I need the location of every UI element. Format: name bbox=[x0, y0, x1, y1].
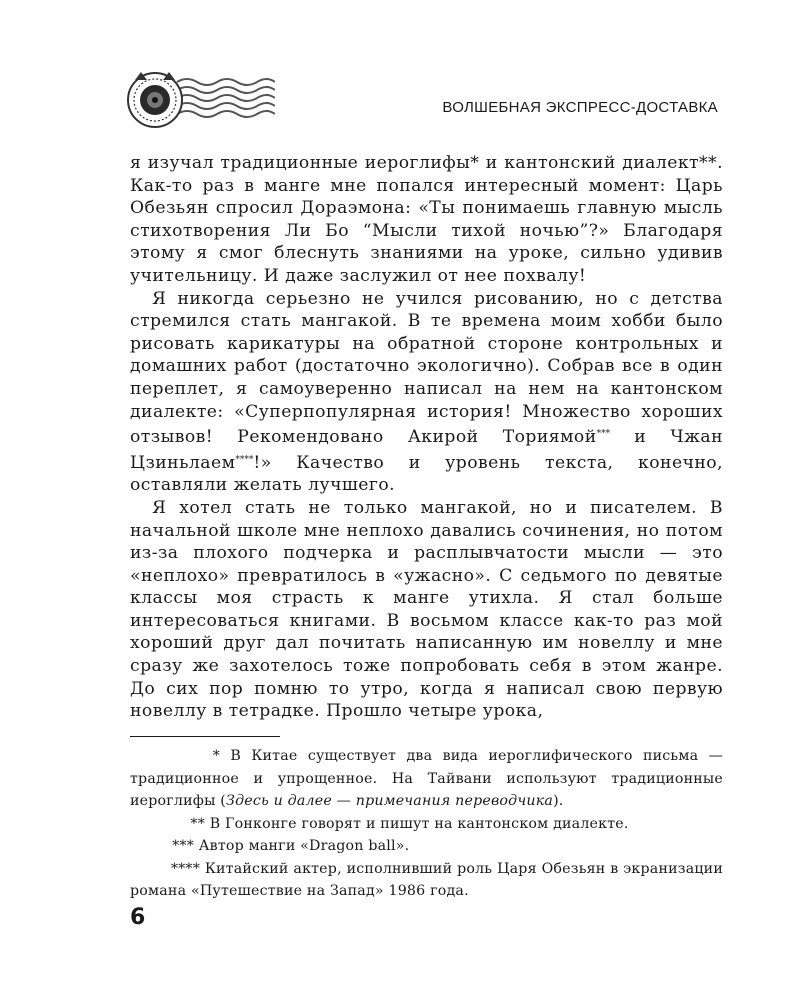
footnote-mark: * bbox=[212, 748, 220, 764]
page-number: 6 bbox=[130, 905, 146, 930]
paragraph-2-part-c: !» Качество и уровень текста, конечно, оставляли желать лучшего. bbox=[130, 452, 723, 496]
footnote-2 bbox=[130, 813, 723, 836]
body-text bbox=[130, 152, 723, 723]
footnote-mark: **** bbox=[170, 860, 200, 877]
footnote-text: Китайский актер, исполнивший роль Царя Обезьян в экранизации романа «Путешествие на Запад» 1986 года. bbox=[130, 860, 723, 899]
footnote-ref-3: *** bbox=[596, 429, 611, 440]
footnote-divider bbox=[130, 736, 280, 737]
footnote-mark: *** bbox=[172, 838, 194, 854]
footnote-4 bbox=[130, 858, 723, 903]
footnote-1 bbox=[130, 745, 723, 813]
footnote-text: В Гонконге говорят и пишут на кантонском диалекте. bbox=[209, 815, 629, 832]
footnote-tail: ). bbox=[553, 793, 564, 809]
footnotes bbox=[130, 745, 723, 903]
footnote-text: В Китае существует два вида иероглифического письма — традиционное и упрощенное. На Тайвани используют традиционные иероглифы ( bbox=[130, 748, 723, 809]
footnote-3 bbox=[130, 835, 723, 858]
paragraph-1: я изучал традиционные иероглифы* и кантонский диалект**. Как-то раз в манге мне попался интересный момент: Царь Обезьян спросил Дораэмона: «Ты понимаешь главную мысль стихотворения Ли Бо “Мысли тихой ночью”?» Благодаря этому я смог блеснуть знаниями на уроке, сильно удивив учительницу. И даже заслужил от нее похвалу! bbox=[130, 153, 723, 286]
paragraph-3: Я хотел стать не только мангакой, но и писателем. В начальной школе мне неплохо давались сочинения, но потом из-за плохого подчерка и расплывчатости мысли — это «неплохо» превратилось в «ужасно». С седьмого по девятые классы моя страсть к манге утихла. Я стал больше интересоваться книгами. В восьмом классе как-то раз мой хороший друг дал почитать написанную им новеллу и мне сразу же захотелось тоже попробовать себя в этом жанре. До сих пор помню то утро, когда я написал свою первую новеллу в тетрадке. Прошло четыре урока, bbox=[130, 497, 723, 722]
footnote-ref-4: **** bbox=[235, 454, 254, 465]
paragraph-2 bbox=[130, 288, 723, 497]
footnote-italic-note: Здесь и далее — примечания переводчика bbox=[226, 793, 554, 809]
paragraph-2-part-a: Я никогда серьезно не учился рисованию, но с детства стремился стать мангакой. В те времена моим хобби было рисовать карикатуры на обратной стороне контрольных и домашних работ (достаточно экологично). Собрав все в один переплет, я самоуверенно написал на нем на кантонском диалекте: «Суперпопулярная история! Множество хороших отзывов! Рекомендовано Акирой Ториямой bbox=[130, 288, 723, 448]
running-title: ВОЛШЕБНАЯ ЭКСПРЕСС-ДОСТАВКА bbox=[442, 99, 718, 116]
footnote-text: Автор манги «Dragon ball». bbox=[198, 838, 410, 854]
postal-stamp-icon bbox=[125, 68, 275, 132]
footnote-mark: ** bbox=[190, 815, 205, 832]
paragraph-2-part-b: и Чжан Цзиньлаем bbox=[130, 427, 723, 473]
